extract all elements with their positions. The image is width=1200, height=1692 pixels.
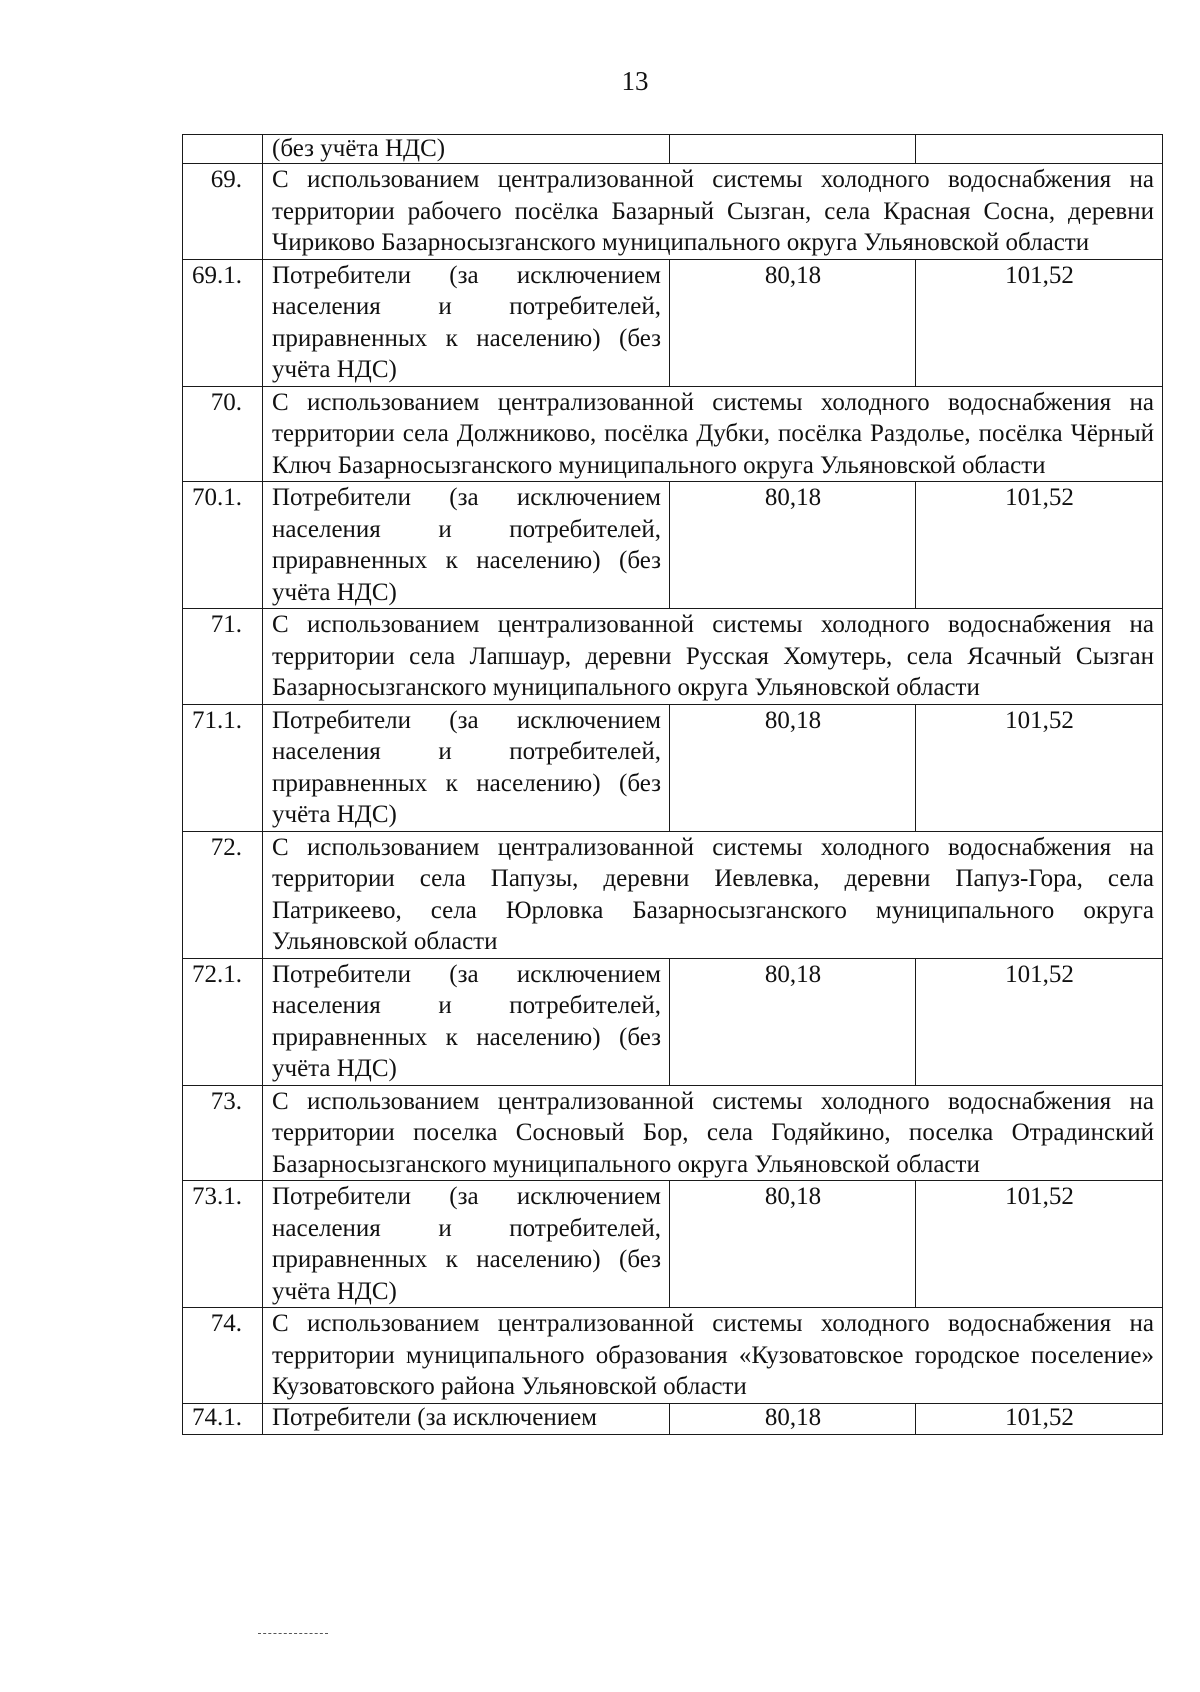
subrow-number: 74.1. [183, 1403, 263, 1434]
table-row [183, 704, 1163, 831]
table-row [183, 1308, 1163, 1404]
row-description: С использованием централизованной системы холодного водоснабжения на территории села Должниково, посёлка Дубки, посёлка Раздолье, посёлка Чёрный Ключ Базарносызганского муниципального округа Ульяновской области [263, 386, 1163, 482]
row-description: С использованием централизованной системы холодного водоснабжения на территории села Лапшаур, деревни Русская Хомутерь, села Ясачный Сызган Базарносызганского муниципального округа Ульяновской области [263, 609, 1163, 705]
table-row [183, 1181, 1163, 1308]
footer-dash-mark [258, 1633, 328, 1634]
tariff-value-1: 80,18 [670, 1403, 916, 1434]
consumer-description: Потребители (за исключением [263, 1403, 670, 1434]
table-row [183, 259, 1163, 386]
tariff-value-1: 80,18 [670, 482, 916, 609]
table-row [183, 386, 1163, 482]
subrow-number: 69.1. [183, 259, 263, 386]
row-description: С использованием централизованной системы холодного водоснабжения на территории поселка Сосновый Бор, села Годяйкино, поселка Отрадинский Базарносызганского муниципального округа Ульяновской области [263, 1085, 1163, 1181]
row-description: С использованием централизованной системы холодного водоснабжения на территории села Папузы, деревни Иевлевка, деревни Папуз-Гора, села Патрикеево, села Юрловка Базарносызганского муниципального округа Ульяновской области [263, 831, 1163, 958]
subrow-number: 73.1. [183, 1181, 263, 1308]
consumer-description: Потребители (за исключением населения и потребителей, приравненных к населению) (без учёта НДС) [263, 482, 670, 609]
table-row [183, 609, 1163, 705]
tariff-value-1 [670, 135, 916, 164]
consumer-description: Потребители (за исключением населения и потребителей, приравненных к населению) (без учёта НДС) [263, 704, 670, 831]
tariff-value-1: 80,18 [670, 704, 916, 831]
tariff-value-2: 101,52 [916, 482, 1163, 609]
row-description: (без учёта НДС) [263, 135, 670, 164]
row-number: 72. [183, 831, 263, 958]
consumer-description: Потребители (за исключением населения и потребителей, приравненных к населению) (без учёта НДС) [263, 958, 670, 1085]
table-row [183, 831, 1163, 958]
row-number: 73. [183, 1085, 263, 1181]
tariff-value-1: 80,18 [670, 1181, 916, 1308]
tariff-value-2: 101,52 [916, 1181, 1163, 1308]
table-row [183, 958, 1163, 1085]
consumer-description: Потребители (за исключением населения и потребителей, приравненных к населению) (без учёта НДС) [263, 259, 670, 386]
tariff-value-2: 101,52 [916, 704, 1163, 831]
tariff-value-1: 80,18 [670, 259, 916, 386]
tariff-value-2 [916, 135, 1163, 164]
tariff-table [182, 134, 1163, 1435]
row-description: С использованием централизованной системы холодного водоснабжения на территории рабочего посёлка Базарный Сызган, села Красная Сосна, деревни Чириково Базарносызганского муниципального округа Ульяновской области [263, 164, 1163, 260]
table-row [183, 135, 1163, 164]
tariff-value-2: 101,52 [916, 1403, 1163, 1434]
table-row [183, 1403, 1163, 1434]
tariff-value-2: 101,52 [916, 958, 1163, 1085]
row-number: 71. [183, 609, 263, 705]
row-number [183, 135, 263, 164]
page-number: 13 [621, 66, 649, 96]
tariff-value-2: 101,52 [916, 259, 1163, 386]
tariff-value-1: 80,18 [670, 958, 916, 1085]
table-row [183, 164, 1163, 260]
row-description: С использованием централизованной системы холодного водоснабжения на территории муниципального образования «Кузоватовское городское поселение» Кузоватовского района Ульяновской области [263, 1308, 1163, 1404]
table-row [183, 482, 1163, 609]
row-number: 74. [183, 1308, 263, 1404]
consumer-description: Потребители (за исключением населения и потребителей, приравненных к населению) (без учёта НДС) [263, 1181, 670, 1308]
subrow-number: 71.1. [183, 704, 263, 831]
table-row [183, 1085, 1163, 1181]
subrow-number: 72.1. [183, 958, 263, 1085]
subrow-number: 70.1. [183, 482, 263, 609]
row-number: 69. [183, 164, 263, 260]
row-number: 70. [183, 386, 263, 482]
